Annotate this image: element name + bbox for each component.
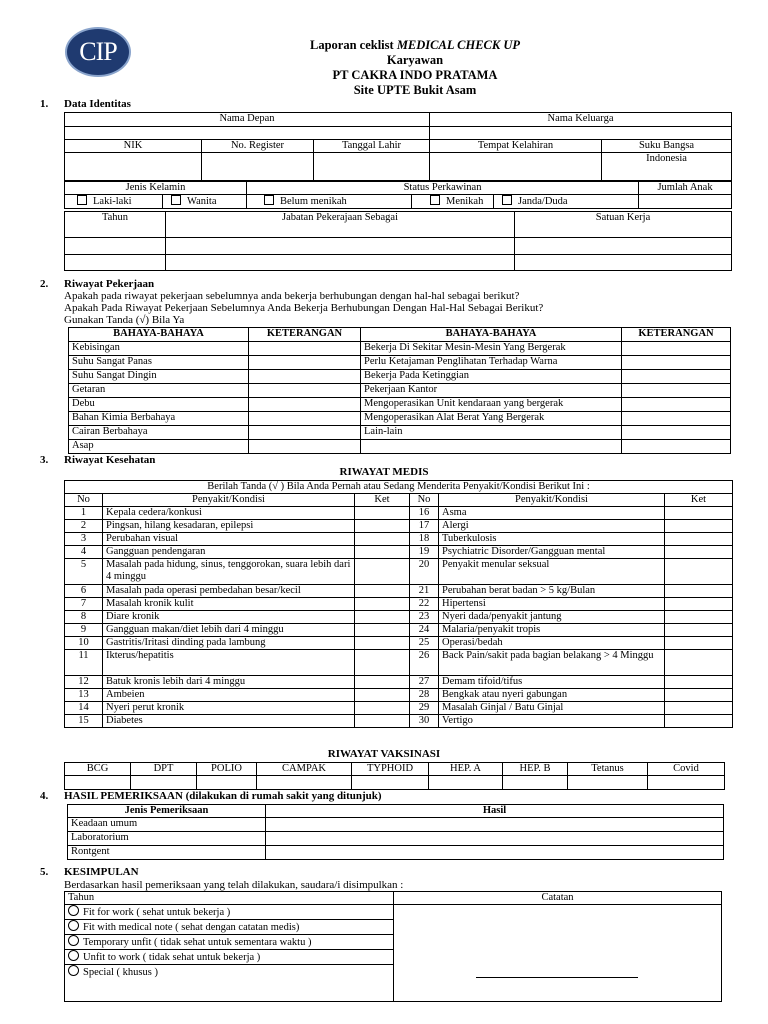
- condition-number: 20: [410, 559, 439, 585]
- hazard-keterangan-field[interactable]: [249, 356, 361, 370]
- section-2-heading: 2. Riwayat Pekerjaan: [40, 278, 155, 290]
- condition-number: 5: [65, 559, 103, 585]
- vaccine-field[interactable]: [352, 776, 429, 790]
- hazard-label: Lain-lain: [361, 426, 622, 440]
- question-2: Apakah Pada Riwayat Pekerjaan Sebelumnya Anda Bekerja Berhubungan Dengan Hal-Hal Sebagai Berikut?: [64, 302, 544, 314]
- condition-ket-field[interactable]: [355, 520, 410, 533]
- option-unfit-to-work[interactable]: Unfit to work ( tidak sehat untuk bekerja ): [65, 950, 394, 965]
- hasil-header: Hasil: [266, 805, 724, 818]
- exam-row: [68, 846, 724, 860]
- checkbox-icon[interactable]: [77, 195, 87, 205]
- condition-number: 2: [65, 520, 103, 533]
- hazard-row: [69, 356, 731, 370]
- condition-number: 8: [65, 611, 103, 624]
- condition-label: Demam tifoid/tifus: [439, 676, 665, 689]
- condition-number: 15: [65, 715, 103, 728]
- exam-result-field[interactable]: [266, 832, 724, 846]
- hazard-keterangan-field[interactable]: [249, 370, 361, 384]
- condition-ket-field[interactable]: [355, 533, 410, 546]
- hazard-label: Getaran: [69, 384, 249, 398]
- hazard-label: Debu: [69, 398, 249, 412]
- satuan-kerja-field[interactable]: [515, 255, 732, 271]
- medical-row: [65, 546, 733, 559]
- nama-keluarga-field[interactable]: [430, 127, 732, 140]
- vaccination-header-row: [65, 763, 725, 776]
- medical-row: [65, 702, 733, 715]
- condition-label: Ikterus/hepatitis: [103, 650, 355, 676]
- medical-row: [65, 598, 733, 611]
- condition-number: 27: [410, 676, 439, 689]
- condition-label: Masalah pada hidung, sinus, tenggorokan, suara lebih dari 4 minggu: [103, 559, 355, 585]
- condition-label: Penyakit menular seksual: [439, 559, 665, 585]
- condition-ket-field[interactable]: [665, 702, 733, 715]
- hazard-keterangan-field[interactable]: [249, 426, 361, 440]
- condition-label: Gangguan makan/diet lebih dari 4 minggu: [103, 624, 355, 637]
- satuan-kerja-field[interactable]: [515, 238, 732, 255]
- condition-number: 25: [410, 637, 439, 650]
- condition-ket-field[interactable]: [355, 611, 410, 624]
- hazard-row: [69, 412, 731, 426]
- vaccine-field[interactable]: [568, 776, 648, 790]
- hazard-keterangan-field[interactable]: [622, 440, 731, 454]
- laki-laki-option[interactable]: Laki-laki: [65, 195, 163, 209]
- catatan-field[interactable]: [394, 905, 722, 1002]
- condition-label: Gastritis/Iritasi dinding pada lambung: [103, 637, 355, 650]
- condition-label: Nyeri perut kronik: [103, 702, 355, 715]
- condition-number: 18: [410, 533, 439, 546]
- hazard-label: Kebisingan: [69, 342, 249, 356]
- condition-number: 22: [410, 598, 439, 611]
- keterangan-header-left: KETERANGAN: [249, 328, 361, 342]
- hazard-keterangan-field[interactable]: [622, 370, 731, 384]
- condition-number: 13: [65, 689, 103, 702]
- hazard-table: [68, 327, 731, 454]
- condition-label: Perubahan visual: [103, 533, 355, 546]
- condition-number: 28: [410, 689, 439, 702]
- satuan-kerja-label: Satuan Kerja: [515, 212, 732, 238]
- condition-number: 7: [65, 598, 103, 611]
- condition-label: Masalah kronik kulit: [103, 598, 355, 611]
- condition-ket-field[interactable]: [355, 598, 410, 611]
- header-line-4: Site UPTE Bukit Asam: [353, 83, 477, 97]
- condition-ket-field[interactable]: [355, 559, 410, 585]
- condition-label: Diabetes: [103, 715, 355, 728]
- condition-ket-field[interactable]: [665, 637, 733, 650]
- hazard-row: [69, 440, 731, 454]
- hazard-keterangan-field[interactable]: [249, 440, 361, 454]
- keterangan-header-right: KETERANGAN: [622, 328, 731, 342]
- hazard-keterangan-field[interactable]: [249, 342, 361, 356]
- condition-number: 21: [410, 585, 439, 598]
- condition-label: Vertigo: [439, 715, 665, 728]
- hazard-header-right: BAHAYA-BAHAYA: [361, 328, 622, 342]
- exam-type-label: Laboratorium: [68, 832, 266, 846]
- radio-icon[interactable]: [68, 950, 79, 961]
- vaccine-label: Tetanus: [568, 763, 648, 776]
- nik-label: NIK: [65, 140, 202, 153]
- signature-line: [476, 977, 638, 978]
- condition-ket-field[interactable]: [355, 624, 410, 637]
- condition-number: 6: [65, 585, 103, 598]
- hazard-keterangan-field[interactable]: [622, 342, 731, 356]
- medical-row: [65, 533, 733, 546]
- identity-table-1: [64, 112, 732, 181]
- identity-table-2: [64, 181, 732, 209]
- question-3: Gunakan Tanda (√) Bila Ya: [64, 314, 185, 326]
- condition-ket-field[interactable]: [665, 611, 733, 624]
- nik-field[interactable]: [65, 153, 202, 181]
- identity-table-3: [64, 211, 732, 271]
- conclusion-table: [64, 891, 722, 1002]
- condition-number: 14: [65, 702, 103, 715]
- special-blank: [65, 979, 394, 1001]
- ket-header: Ket: [665, 494, 733, 507]
- vaccine-label: HEP. B: [503, 763, 568, 776]
- jenis-kelamin-label: Jenis Kelamin: [65, 182, 247, 195]
- hazard-label: Mengoperasikan Unit kendaraan yang bergerak: [361, 398, 622, 412]
- vaccine-field[interactable]: [648, 776, 725, 790]
- radio-icon[interactable]: [68, 935, 79, 946]
- header-line-2: Karyawan: [386, 53, 444, 67]
- condition-number: 17: [410, 520, 439, 533]
- condition-number: 24: [410, 624, 439, 637]
- checkbox-icon[interactable]: [171, 195, 181, 205]
- condition-ket-field[interactable]: [355, 702, 410, 715]
- exam-type-label: Keadaan umum: [68, 818, 266, 832]
- condition-ket-field[interactable]: [665, 546, 733, 559]
- condition-number: 23: [410, 611, 439, 624]
- penyakit-header: Penyakit/Kondisi: [103, 494, 355, 507]
- hazard-label: Suhu Sangat Panas: [69, 356, 249, 370]
- condition-ket-field[interactable]: [665, 689, 733, 702]
- condition-ket-field[interactable]: [665, 676, 733, 689]
- vaccine-label: Covid: [648, 763, 725, 776]
- medical-row: [65, 637, 733, 650]
- condition-label: Bengkak atau nyeri gabungan: [439, 689, 665, 702]
- condition-ket-field[interactable]: [665, 624, 733, 637]
- medical-row: [65, 520, 733, 533]
- ket-header: Ket: [355, 494, 410, 507]
- condition-ket-field[interactable]: [355, 507, 410, 520]
- penyakit-header: Penyakit/Kondisi: [439, 494, 665, 507]
- medical-row: [65, 624, 733, 637]
- condition-label: Ambeien: [103, 689, 355, 702]
- riwayat-medis-title: RIWAYAT MEDIS: [339, 466, 429, 478]
- vaccine-label: HEP. A: [429, 763, 503, 776]
- hazard-keterangan-field[interactable]: [249, 412, 361, 426]
- condition-ket-field[interactable]: [355, 676, 410, 689]
- hazard-label: Cairan Berbahaya: [69, 426, 249, 440]
- vaccine-field[interactable]: [65, 776, 131, 790]
- hazard-label: Perlu Ketajaman Penglihatan Terhadap Warna: [361, 356, 622, 370]
- vaccine-field[interactable]: [429, 776, 503, 790]
- vaccine-label: POLIO: [197, 763, 257, 776]
- condition-ket-field[interactable]: [355, 689, 410, 702]
- tahun-label: Tahun: [65, 892, 394, 905]
- condition-number: 1: [65, 507, 103, 520]
- condition-number: 29: [410, 702, 439, 715]
- header-line-1: Laporan ceklist MEDICAL CHECK UP: [310, 38, 520, 52]
- question-1: Apakah pada riwayat pekerjaan sebelumnya anda bekerja berhubungan dengan hal-hal sebagai berikut?: [64, 290, 520, 302]
- condition-ket-field[interactable]: [665, 507, 733, 520]
- medical-instruction: Berilah Tanda (√ ) Bila Anda Pernah atau Sedang Menderita Penyakit/Kondisi Berikut Ini :: [65, 481, 733, 494]
- condition-ket-field[interactable]: [355, 546, 410, 559]
- wanita-option[interactable]: Wanita: [163, 195, 247, 209]
- jabatan-field[interactable]: [166, 255, 515, 271]
- jumlah-anak-field[interactable]: [639, 195, 732, 209]
- jabatan-field[interactable]: [166, 238, 515, 255]
- option-special[interactable]: Special ( khusus ): [65, 965, 394, 980]
- jumlah-anak-label: Jumlah Anak: [639, 182, 732, 195]
- condition-ket-field[interactable]: [665, 559, 733, 585]
- tahun-field[interactable]: [65, 255, 166, 271]
- hazard-label: Suhu Sangat Dingin: [69, 370, 249, 384]
- belum-menikah-option[interactable]: Belum menikah: [247, 195, 412, 209]
- hazard-keterangan-field[interactable]: [249, 398, 361, 412]
- header-line-3: PT CAKRA INDO PRATAMA: [332, 68, 498, 82]
- tempat-kelahiran-label: Tempat Kelahiran: [430, 140, 602, 153]
- condition-label: Kepala cedera/konkusi: [103, 507, 355, 520]
- kesimpulan-intro: Berdasarkan hasil pemeriksaan yang telah dilakukan, saudara/i disimpulkan :: [64, 879, 404, 891]
- hazard-row: [69, 384, 731, 398]
- condition-number: 9: [65, 624, 103, 637]
- vaccine-label: CAMPAK: [257, 763, 352, 776]
- condition-ket-field[interactable]: [355, 585, 410, 598]
- logo-text: CIP: [79, 37, 117, 66]
- menikah-option[interactable]: Menikah: [412, 195, 494, 209]
- suku-bangsa-label: Suku Bangsa: [602, 140, 732, 153]
- vaccine-field[interactable]: [257, 776, 352, 790]
- exam-row: [68, 818, 724, 832]
- vaccine-label: TYPHOID: [352, 763, 429, 776]
- condition-ket-field[interactable]: [665, 650, 733, 676]
- hazard-label: Bekerja Di Sekitar Mesin-Mesin Yang Bergerak: [361, 342, 622, 356]
- condition-label: Perubahan berat badan > 5 kg/Bulan: [439, 585, 665, 598]
- vaccine-label: BCG: [65, 763, 131, 776]
- hazard-label: Bekerja Pada Ketinggian: [361, 370, 622, 384]
- tanggal-lahir-label: Tanggal Lahir: [314, 140, 430, 153]
- hazard-row: [69, 426, 731, 440]
- condition-ket-field[interactable]: [665, 585, 733, 598]
- status-perkawinan-label: Status Perkawinan: [247, 182, 639, 195]
- nama-keluarga-label: Nama Keluarga: [430, 113, 732, 127]
- option-fit-for-work[interactable]: Fit for work ( sehat untuk bekerja ): [65, 905, 394, 920]
- section-2-questions: [64, 290, 744, 326]
- condition-ket-field[interactable]: [665, 533, 733, 546]
- exam-result-field[interactable]: [266, 818, 724, 832]
- medical-row: [65, 507, 733, 520]
- hazard-keterangan-field[interactable]: [622, 398, 731, 412]
- janda-duda-option[interactable]: Janda/Duda: [494, 195, 639, 209]
- tanggal-lahir-field[interactable]: [314, 153, 430, 181]
- condition-label: Hipertensi: [439, 598, 665, 611]
- condition-label: Malaria/penyakit tropis: [439, 624, 665, 637]
- medical-row: [65, 650, 733, 676]
- medical-row: [65, 676, 733, 689]
- medical-row: [65, 611, 733, 624]
- no-header: No: [65, 494, 103, 507]
- nama-depan-field[interactable]: [65, 127, 430, 140]
- vaccine-field[interactable]: [131, 776, 197, 790]
- condition-label: Back Pain/sakit pada bagian belakang > 4 Minggu: [439, 650, 665, 676]
- condition-ket-field[interactable]: [355, 650, 410, 676]
- no-header: No: [410, 494, 439, 507]
- checkbox-icon[interactable]: [264, 195, 274, 205]
- medical-row: [65, 559, 733, 585]
- catatan-label: Catatan: [394, 892, 722, 905]
- vaccination-value-row: [65, 776, 725, 790]
- radio-icon[interactable]: [68, 965, 79, 976]
- condition-label: Tuberkulosis: [439, 533, 665, 546]
- checkbox-icon[interactable]: [502, 195, 512, 205]
- hazard-header-left: BAHAYA-BAHAYA: [69, 328, 249, 342]
- tahun-label: Tahun: [65, 212, 166, 238]
- condition-label: Operasi/bedah: [439, 637, 665, 650]
- hazard-row: [69, 398, 731, 412]
- condition-number: 19: [410, 546, 439, 559]
- option-fit-with-medical-note[interactable]: Fit with medical note ( sehat dengan catatan medis): [65, 920, 394, 935]
- exam-results-table: [67, 804, 724, 860]
- vaccine-label: DPT: [131, 763, 197, 776]
- hazard-keterangan-field[interactable]: [249, 384, 361, 398]
- condition-label: Nyeri dada/penyakit jantung: [439, 611, 665, 624]
- jabatan-label: Jabatan Pekerajaan Sebagai: [166, 212, 515, 238]
- condition-label: Batuk kronis lebih dari 4 minggu: [103, 676, 355, 689]
- checkbox-icon[interactable]: [430, 195, 440, 205]
- hazard-keterangan-field[interactable]: [622, 412, 731, 426]
- medical-row: [65, 715, 733, 728]
- exam-result-field[interactable]: [266, 846, 724, 860]
- hazard-keterangan-field[interactable]: [622, 356, 731, 370]
- no-register-field[interactable]: [202, 153, 314, 181]
- vaccination-table: [64, 762, 725, 790]
- section-3-heading: 3. Riwayat Kesehatan: [40, 454, 156, 466]
- condition-number: 4: [65, 546, 103, 559]
- condition-ket-field[interactable]: [355, 637, 410, 650]
- tahun-field[interactable]: [65, 238, 166, 255]
- no-register-label: No. Register: [202, 140, 314, 153]
- hazard-label: Pekerjaan Kantor: [361, 384, 622, 398]
- condition-number: 12: [65, 676, 103, 689]
- section-1-heading: 1. Data Identitas: [40, 98, 131, 110]
- condition-label: Masalah pada operasi pembedahan besar/kecil: [103, 585, 355, 598]
- radio-icon[interactable]: [68, 905, 79, 916]
- hazard-label: Mengoperasikan Alat Berat Yang Bergerak: [361, 412, 622, 426]
- exam-type-label: Rontgent: [68, 846, 266, 860]
- hazard-row: [69, 370, 731, 384]
- document-header: [230, 38, 600, 98]
- suku-bangsa-value[interactable]: Indonesia: [602, 153, 732, 181]
- hazard-row: [69, 342, 731, 356]
- medical-row: [65, 689, 733, 702]
- hazard-label: Asap: [69, 440, 249, 454]
- nama-depan-label: Nama Depan: [65, 113, 430, 127]
- condition-ket-field[interactable]: [355, 715, 410, 728]
- vaccine-field[interactable]: [197, 776, 257, 790]
- condition-label: Masalah Ginjal / Batu Ginjal: [439, 702, 665, 715]
- medical-history-table: [64, 480, 733, 728]
- hazard-label: [361, 440, 622, 454]
- section-5-heading: 5. KESIMPULAN: [40, 866, 139, 878]
- option-temporary-unfit[interactable]: Temporary unfit ( tidak sehat untuk sementara waktu ): [65, 935, 394, 950]
- condition-label: Psychiatric Disorder/Gangguan mental: [439, 546, 665, 559]
- condition-number: 3: [65, 533, 103, 546]
- riwayat-vaksinasi-title: RIWAYAT VAKSINASI: [327, 748, 441, 760]
- condition-number: 26: [410, 650, 439, 676]
- condition-label: Asma: [439, 507, 665, 520]
- condition-label: Gangguan pendengaran: [103, 546, 355, 559]
- condition-number: 30: [410, 715, 439, 728]
- hazard-keterangan-field[interactable]: [622, 426, 731, 440]
- condition-ket-field[interactable]: [665, 715, 733, 728]
- hazard-label: Bahan Kimia Berbahaya: [69, 412, 249, 426]
- radio-icon[interactable]: [68, 920, 79, 931]
- medical-row: [65, 585, 733, 598]
- condition-number: 11: [65, 650, 103, 676]
- condition-number: 16: [410, 507, 439, 520]
- condition-label: Alergi: [439, 520, 665, 533]
- tempat-kelahiran-field[interactable]: [430, 153, 602, 181]
- company-logo: [65, 27, 131, 77]
- condition-label: Diare kronik: [103, 611, 355, 624]
- hazard-keterangan-field[interactable]: [622, 384, 731, 398]
- vaccine-field[interactable]: [503, 776, 568, 790]
- section-4-heading: 4. HASIL PEMERIKSAAN (dilakukan di rumah sakit yang ditunjuk): [40, 790, 382, 802]
- condition-label: Pingsan, hilang kesadaran, epilepsi: [103, 520, 355, 533]
- condition-ket-field[interactable]: [665, 520, 733, 533]
- jenis-pemeriksaan-header: Jenis Pemeriksaan: [68, 805, 266, 818]
- condition-number: 10: [65, 637, 103, 650]
- condition-ket-field[interactable]: [665, 598, 733, 611]
- exam-row: [68, 832, 724, 846]
